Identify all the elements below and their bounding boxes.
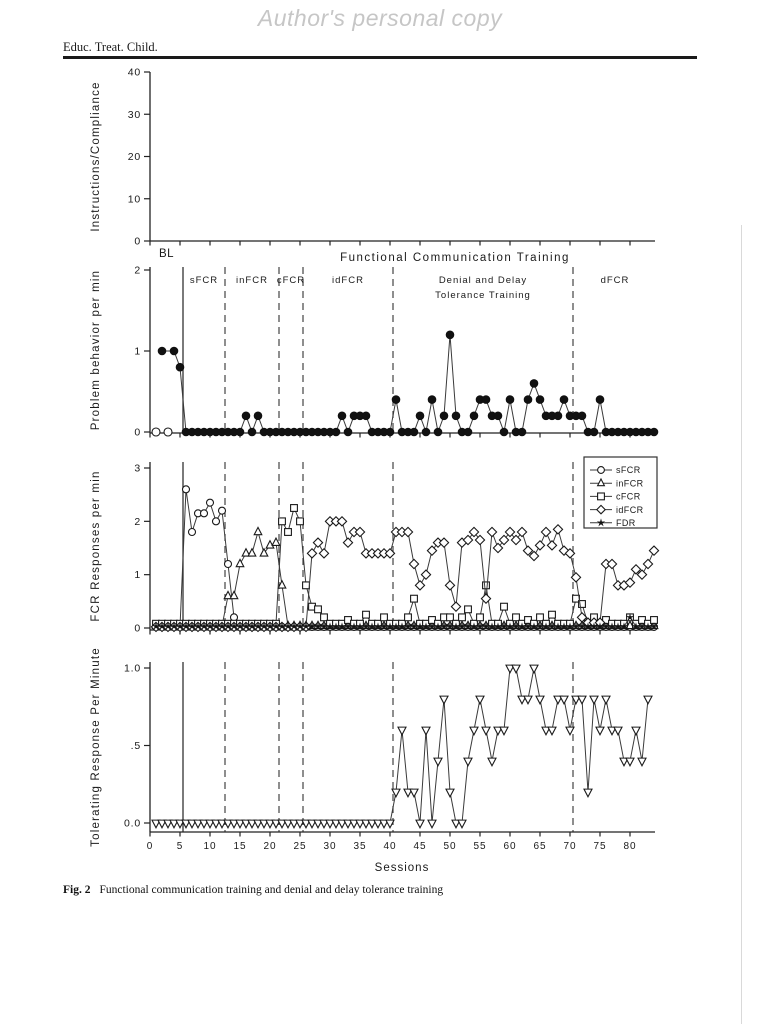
phase-labels	[159, 248, 629, 301]
legend-label-FDR: FDR	[616, 518, 636, 528]
phase-label: idFCR	[332, 275, 364, 286]
figure-2-chart	[0, 60, 760, 880]
svg-text:40: 40	[127, 66, 141, 79]
legend-label-idFCR: idFCR	[616, 504, 644, 515]
svg-text:25: 25	[293, 841, 307, 852]
journal-header: Educ. Treat. Child.	[63, 40, 158, 54]
svg-text:0: 0	[134, 426, 141, 439]
svg-text:80: 80	[623, 841, 637, 852]
series-sFCR	[153, 486, 658, 631]
svg-text:65: 65	[533, 841, 547, 852]
svg-text:10: 10	[127, 193, 141, 206]
ylabel-problem-behavior: Problem behavior per min	[90, 269, 102, 431]
svg-text:30: 30	[323, 841, 337, 852]
svg-text:0: 0	[134, 235, 141, 248]
series-problem-behavior	[158, 331, 658, 436]
svg-text:15: 15	[233, 841, 247, 852]
svg-text:0: 0	[146, 841, 154, 852]
watermark-text: Author's personal copy	[257, 5, 503, 31]
svg-text:75: 75	[593, 841, 607, 852]
phase-label: inFCR	[236, 275, 268, 286]
phase-label-line2: Tolerance Training	[435, 290, 531, 301]
svg-text:70: 70	[563, 841, 577, 852]
phase-label-bl: BL	[158, 248, 175, 260]
ylabel-fcr-responses: FCR Responses per min	[90, 470, 102, 622]
svg-text:1.0: 1.0	[124, 662, 141, 675]
panel-instructions-compliance	[90, 67, 655, 248]
svg-text:1: 1	[134, 345, 141, 358]
phase-label-fct: Functional Communication Training	[340, 252, 570, 264]
legend	[584, 457, 657, 528]
svg-text:45: 45	[413, 841, 427, 852]
svg-text:0: 0	[134, 622, 141, 635]
figure-caption-label: Fig. 2	[63, 884, 91, 896]
svg-text:3: 3	[134, 462, 141, 475]
svg-text:60: 60	[503, 841, 517, 852]
svg-text:0.0: 0.0	[124, 817, 141, 830]
svg-text:40: 40	[383, 841, 397, 852]
phase-label: dFCR	[600, 275, 630, 286]
legend-label-sFCR: sFCR	[616, 465, 641, 476]
scan-edge-line	[741, 225, 743, 1024]
svg-text:1: 1	[134, 569, 141, 582]
phase-label: cFCR	[276, 275, 306, 286]
svg-text:55: 55	[473, 841, 487, 852]
panel-problem-behavior	[90, 265, 658, 439]
header-rule	[63, 56, 697, 59]
x-axis-title: Sessions	[374, 862, 430, 874]
figure-caption-text: Functional communication training and denial and delay tolerance training	[99, 884, 444, 896]
panel-fcr-responses	[90, 462, 659, 635]
svg-text:2: 2	[134, 264, 141, 277]
legend-label-cFCR: cFCR	[616, 491, 641, 502]
svg-text:30: 30	[127, 108, 141, 121]
svg-text:10: 10	[203, 841, 217, 852]
ylabel-tolerating-response: Tolerating Response Per Minute	[90, 647, 102, 847]
legend-label-inFCR: inFCR	[616, 478, 644, 489]
figure-caption	[63, 884, 683, 896]
svg-text:20: 20	[263, 841, 277, 852]
ylabel-instructions-compliance: Instructions/Compliance	[90, 81, 102, 232]
series-baseline-probes	[152, 428, 172, 436]
panel-tolerating-response	[90, 647, 655, 852]
svg-text:35: 35	[353, 841, 367, 852]
figure-2-svg	[0, 60, 760, 880]
svg-text:.5: .5	[130, 740, 141, 752]
svg-text:5: 5	[176, 841, 184, 852]
phase-label: sFCR	[189, 275, 219, 286]
svg-text:20: 20	[127, 151, 141, 163]
svg-text:2: 2	[134, 515, 141, 528]
phase-label: Denial and Delay	[438, 275, 528, 286]
svg-text:50: 50	[443, 841, 457, 852]
series-tolerating-response	[152, 665, 652, 828]
